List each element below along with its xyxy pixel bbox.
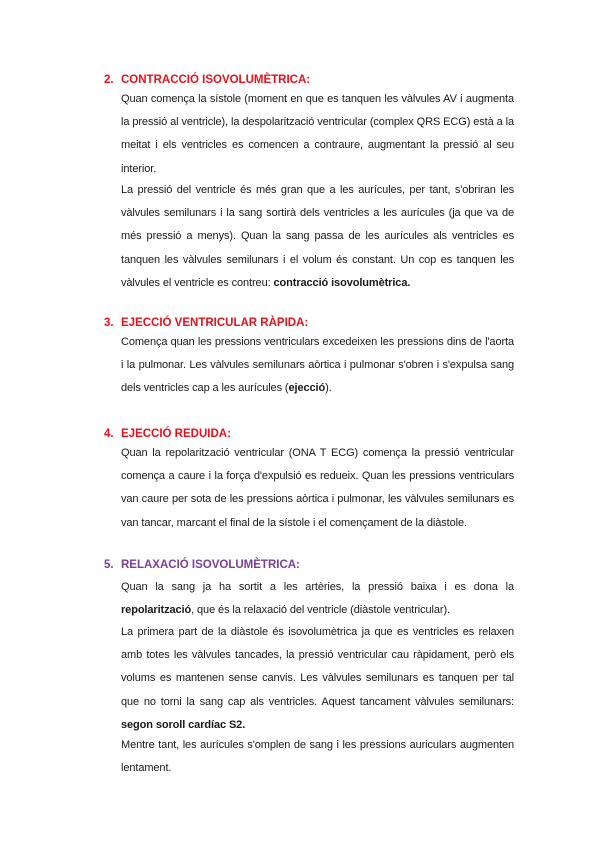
section-heading-ejeccio-rapida <box>104 315 308 331</box>
paragraph-text: La primera part de la diàstole és isovolumètrica ja que es ventricles es relaxen amb totes les vàlvules tancades, la pressió ventricular cau ràpidament, però els volums es mantenen sense canvis. Les vàlvules semilunars es tanquen per tal que no torni la sang cap als ventricles. Aquest tancament vàlvules semilunars: <box>121 626 514 708</box>
section-title: EJECCIÓ VENTRICULAR RÀPIDA: <box>121 317 309 329</box>
section-heading-relaxacio <box>104 557 300 573</box>
paragraph <box>121 576 514 622</box>
section-number: 4. <box>104 428 114 440</box>
paragraph-text: La pressió del ventricle és més gran que a les aurícules, per tant, s'obriran les vàlvules semilunars i la sang sortirà dels ventricles a les aurícules (ja que va de més pressió a menys). Quan la sang passa de les aurícules als ventricles es tanquen les vàlvules semilunars i el volum és constant. Un cop es tanquen les vàlvules el ventricle es contreu: <box>121 184 514 289</box>
section-heading-contraccio <box>104 72 310 88</box>
paragraph-text: Comença quan les pressions ventriculars excedeixen les pressions dins de l'aorta i la pulmonar. Les vàlvules semilunars aòrtica i pulmonar s'obren i s'expulsa sang dels ventricles cap a les aurícules ( <box>121 336 514 395</box>
paragraph <box>121 621 514 737</box>
paragraph <box>121 179 514 295</box>
section-title: RELAXACIÓ ISOVOLUMÈTRICA: <box>121 559 300 571</box>
bold-term: segon soroll cardíac S2. <box>121 718 246 731</box>
section-number: 5. <box>104 559 114 571</box>
paragraph <box>121 88 514 181</box>
section-number: 3. <box>104 317 114 329</box>
section-title: CONTRACCIÓ ISOVOLUMÈTRICA: <box>121 74 311 86</box>
paragraph-text: ). <box>325 382 332 395</box>
paragraph <box>121 331 514 401</box>
paragraph-text: Quan comença la sístole (moment en que es tanquen les vàlvules AV i augmenta la pressió al ventricle), la despolarització ventricular (complex QRS ECG) està a la meitat i els ventricles es comencen a contraure, augmentant la pressió al seu interior. <box>121 93 514 175</box>
paragraph-text: Quan la sang ja ha sortit a les artèries, la pressió baixa i es dona la <box>121 581 514 593</box>
bold-term: repolarització <box>121 604 192 617</box>
section-number: 2. <box>104 74 114 86</box>
section-title: EJECCIÓ REDUIDA: <box>121 428 231 440</box>
paragraph-text: Quan la repolarització ventricular (ONA T ECG) comença la pressió ventricular comença a caure i la força d'expulsió es redueix. Quan les pressions ventriculars van caure per sota de les pressions aòrtica i pulmonar, les vàlvules semilunars es van tancar, marcant el final de la sístole i el començament de la diàstole. <box>121 447 514 529</box>
bold-term: contracció isovolumètrica. <box>273 276 411 289</box>
paragraph <box>121 734 514 780</box>
section-heading-ejeccio-reduida <box>104 426 231 442</box>
paragraph <box>121 442 514 535</box>
paragraph-text: , que és la relaxació del ventricle (diàstole ventricular). <box>191 604 450 617</box>
paragraph-text: Mentre tant, les aurícules s'omplen de sang i les pressions auriculars augmenten lentament. <box>121 739 514 775</box>
bold-term: ejecció <box>288 382 326 395</box>
